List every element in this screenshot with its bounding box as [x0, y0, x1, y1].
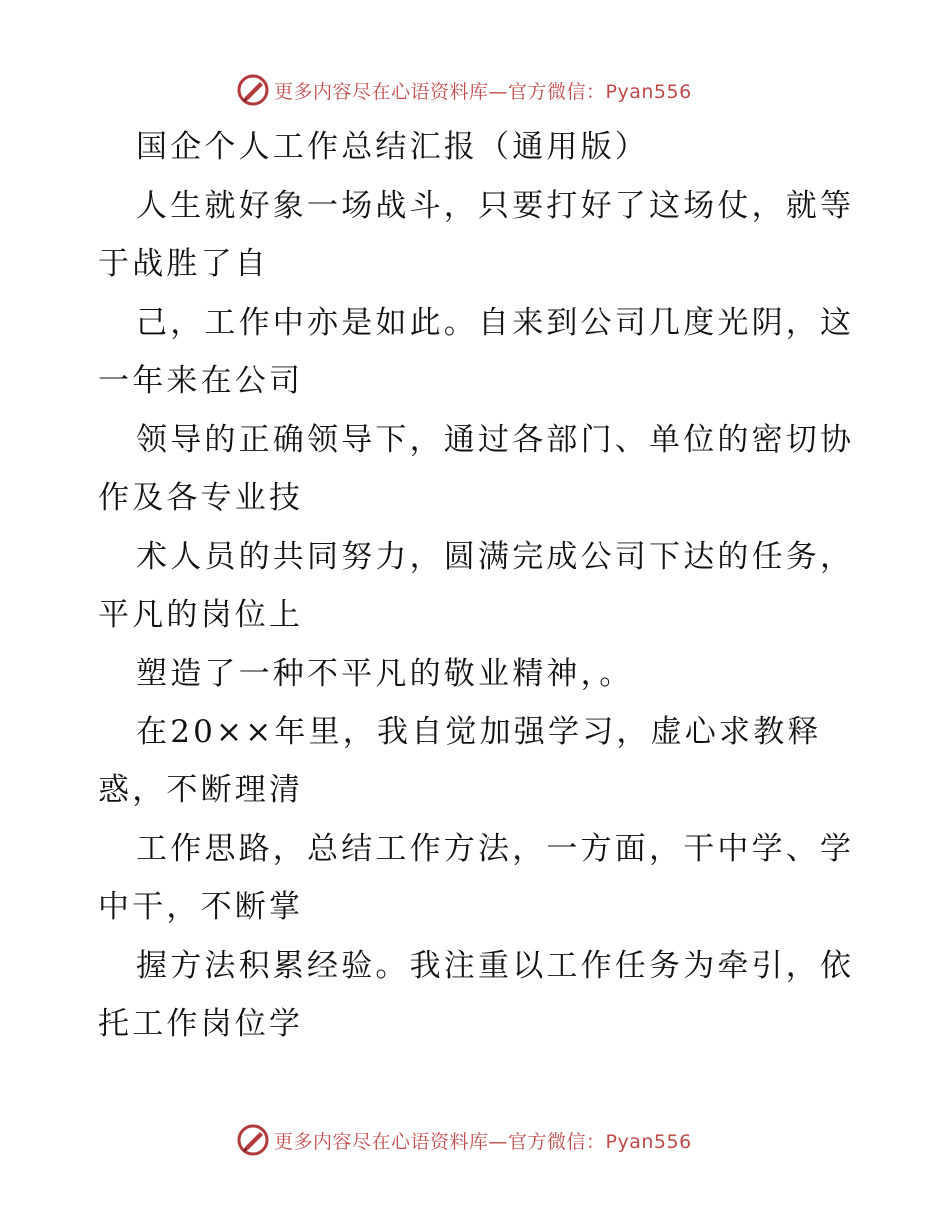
quill-pen-logo-icon: [236, 73, 270, 107]
header-watermark-banner: [236, 73, 692, 107]
paragraph-line: 领导的正确领导下，通过各部门、单位的密切协: [136, 422, 855, 458]
paragraph-line: 作及各专业技: [98, 480, 304, 516]
paragraph-line: 人生就好象一场战斗，只要打好了这场仗，就等: [136, 188, 855, 224]
document-title: 国企个人工作总结汇报（通用版）: [136, 129, 649, 165]
quill-pen-logo-icon: [236, 1123, 270, 1157]
paragraph-line: 惑，不断理清: [98, 772, 304, 808]
watermark-text: 更多内容尽在心语资料库—官方微信：Pyan556: [274, 80, 692, 103]
paragraph-line: 中干，不断掌: [98, 889, 304, 925]
paragraph-line: 托工作岗位学: [98, 1006, 304, 1042]
paragraph-line: 工作思路，总结工作方法，一方面，干中学、学: [136, 831, 855, 867]
paragraph-line: 平凡的岗位上: [98, 597, 304, 633]
paragraph-line: 塑造了一种不平凡的敬业精神，。: [136, 656, 634, 692]
watermark-text: 更多内容尽在心语资料库—官方微信：Pyan556: [274, 1130, 692, 1153]
footer-watermark-banner: [236, 1123, 692, 1157]
paragraph-line: 一年来在公司: [98, 363, 304, 399]
paragraph-line: 术人员的共同努力，圆满完成公司下达的任务，: [136, 539, 855, 575]
paragraph-line: 己，工作中亦是如此。自来到公司几度光阴，这: [136, 305, 855, 341]
paragraph-line: 在20××年里，我自觉加强学习，虚心求教释: [136, 714, 822, 750]
paragraph-line: 于战胜了自: [98, 246, 269, 282]
paragraph-line: 握方法积累经验。我注重以工作任务为牵引，依: [136, 948, 855, 984]
